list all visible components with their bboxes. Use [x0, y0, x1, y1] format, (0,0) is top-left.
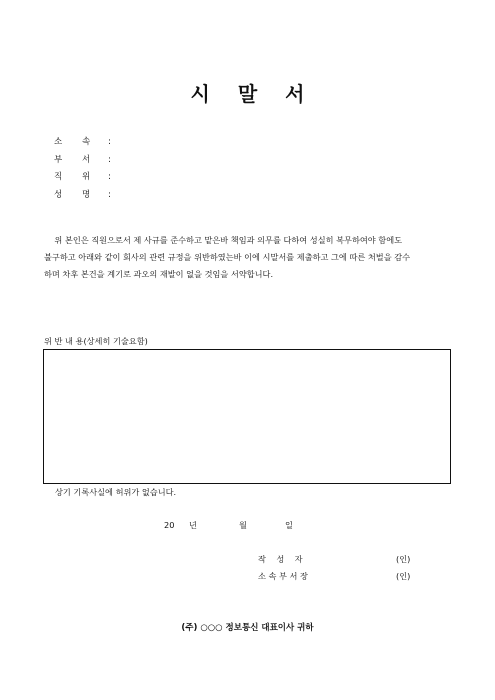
- field-colon: :: [108, 172, 111, 182]
- violation-label: 위 반 내 용(상세히 기술요함): [44, 336, 148, 346]
- title-char: 말: [237, 82, 258, 106]
- statement-line: 위 본인은 직원으로서 제 사규를 준수하고 맡은바 책임과 의무를 다하여 성실히 복무하여야 함에도: [44, 235, 403, 245]
- field-label: 부 서: [54, 154, 91, 165]
- seal-mark: (인): [396, 571, 411, 581]
- date-day-label: 일: [285, 520, 293, 530]
- date-year-label: 년: [189, 520, 197, 530]
- declaration-text: 상기 기록사실에 허위가 없습니다.: [55, 487, 177, 497]
- field-label: 성 명: [54, 189, 91, 200]
- field-department: [54, 152, 111, 170]
- field-colon: :: [108, 154, 111, 165]
- field-label: 소 속: [54, 137, 91, 147]
- field-label: 직 위: [54, 172, 91, 182]
- field-name: [54, 187, 111, 205]
- statement-line: 불구하고 아래와 같이 회사의 관련 규정을 위반하였는바 이에 시말서를 제출하고 그에 따른 처벌을 감수: [44, 252, 411, 262]
- signer-label: 작 성 자: [258, 554, 303, 564]
- field-colon: :: [108, 137, 111, 147]
- addressee-line: (주) ○○○ 정보통신 대표이사 귀하: [181, 623, 314, 633]
- title-char: 시: [190, 82, 210, 106]
- field-colon: :: [108, 189, 111, 200]
- statement-paragraph: [44, 232, 454, 283]
- date-month-label: 월: [239, 520, 247, 530]
- document-title: [0, 78, 495, 107]
- violation-details-box[interactable]: [43, 349, 451, 484]
- date-year-prefix: 20: [164, 520, 175, 530]
- title-char: 서: [285, 82, 305, 106]
- signer-label: 소 속 부 서 장: [258, 571, 308, 581]
- field-position: [54, 169, 111, 187]
- seal-mark: (인): [396, 554, 411, 564]
- personal-info-fields: [54, 134, 111, 204]
- statement-line: 하며 차후 본건을 계기로 과오의 재발이 없을 것임을 서약합니다.: [44, 269, 274, 279]
- field-affiliation: [54, 134, 111, 152]
